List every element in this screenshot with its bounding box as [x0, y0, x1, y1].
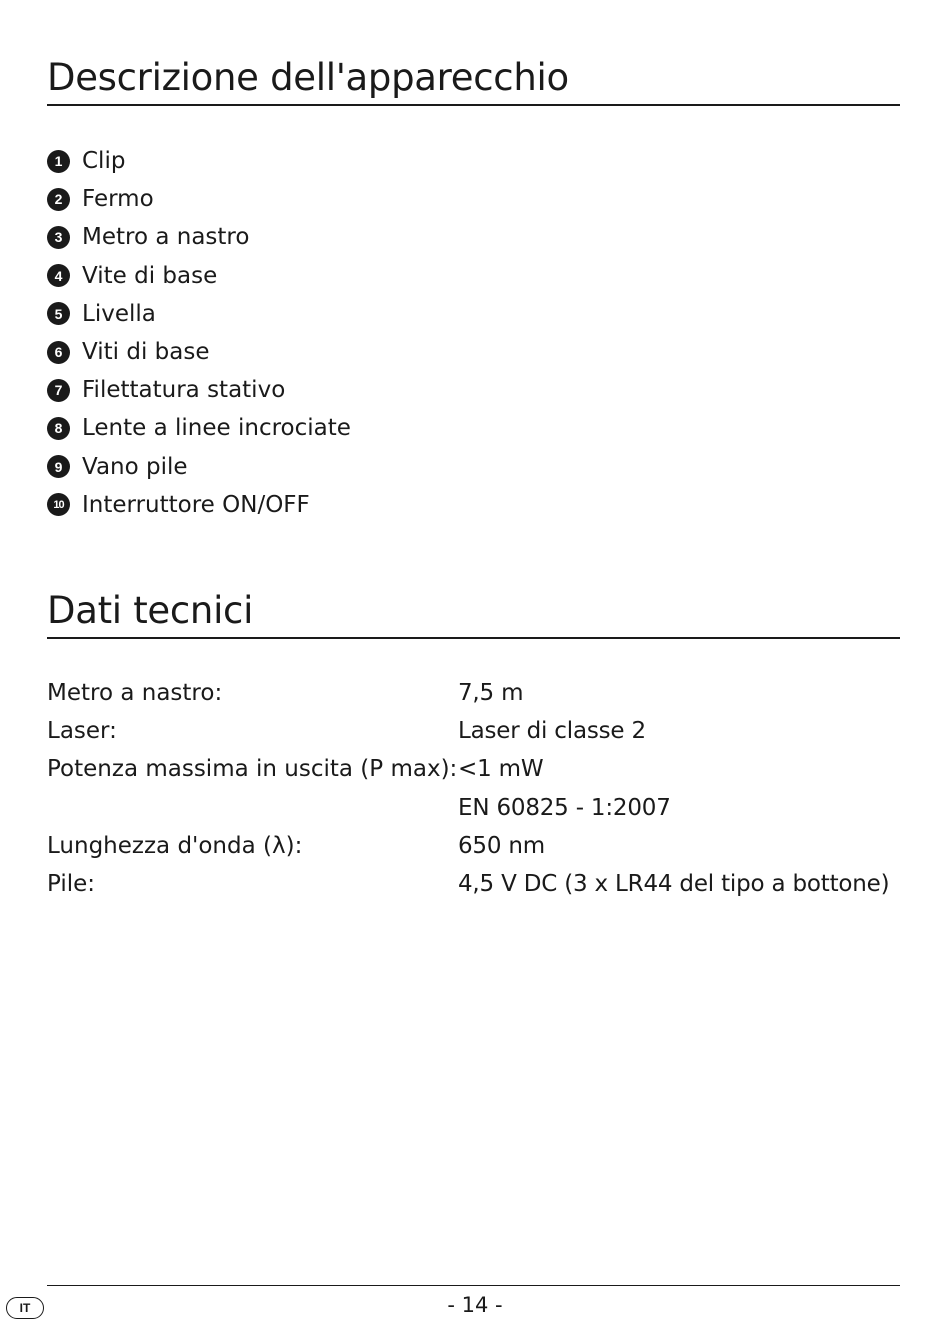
spec-row — [47, 712, 907, 750]
spec-row — [47, 789, 907, 827]
item-label: Interruttore ON/OFF — [82, 491, 310, 518]
spec-value: EN 60825 - 1:2007 — [458, 794, 671, 821]
footer-divider — [47, 1285, 900, 1286]
spec-value: 7,5 m — [458, 680, 524, 707]
item-label: Clip — [82, 148, 126, 175]
item-label: Lente a linee incrociate — [82, 415, 351, 442]
item-number-badge: 7 — [47, 379, 70, 402]
spec-label: Laser: — [47, 718, 117, 745]
item-number-badge: 9 — [47, 455, 70, 478]
list-item — [47, 218, 351, 256]
spec-row — [47, 750, 907, 788]
item-label: Filettatura stativo — [82, 377, 286, 404]
specs-table — [47, 674, 907, 903]
item-label: Vite di base — [82, 262, 218, 289]
spec-row — [47, 827, 907, 865]
spec-value: 4,5 V DC (3 x LR44 del tipo a bottone) — [458, 871, 890, 898]
list-item — [47, 409, 351, 447]
spec-label: Potenza massima in uscita (P max): — [47, 756, 458, 783]
spec-value: Laser di classe 2 — [458, 718, 646, 745]
list-item — [47, 371, 351, 409]
spec-value: <1 mW — [458, 756, 544, 783]
item-number-badge: 1 — [47, 150, 70, 173]
spec-row — [47, 865, 907, 903]
section-title-technical: Dati tecnici — [47, 589, 900, 639]
spec-value: 650 nm — [458, 832, 545, 859]
item-label: Vano pile — [82, 453, 188, 480]
list-item — [47, 333, 351, 371]
parts-list — [47, 142, 351, 524]
item-label: Viti di base — [82, 339, 210, 366]
list-item — [47, 295, 351, 333]
spec-label: Lunghezza d'onda (λ): — [47, 832, 303, 859]
item-number-badge: 2 — [47, 188, 70, 211]
item-number-badge: 10 — [47, 493, 70, 516]
list-item — [47, 486, 351, 524]
item-number-badge: 4 — [47, 264, 70, 287]
item-number-badge: 5 — [47, 302, 70, 325]
item-number-badge: 8 — [47, 417, 70, 440]
list-item — [47, 448, 351, 486]
item-number-badge: 3 — [47, 226, 70, 249]
spec-label: Metro a nastro: — [47, 680, 223, 707]
item-label: Metro a nastro — [82, 224, 250, 251]
item-label: Fermo — [82, 186, 154, 213]
list-item — [47, 180, 351, 218]
item-number-badge: 6 — [47, 341, 70, 364]
section-title-description: Descrizione dell'apparecchio — [47, 56, 900, 106]
spec-row — [47, 674, 907, 712]
list-item — [47, 142, 351, 180]
list-item — [47, 257, 351, 295]
spec-label: Pile: — [47, 871, 96, 898]
language-badge: IT — [6, 1297, 44, 1319]
page-number: - 14 - — [447, 1293, 503, 1317]
item-label: Livella — [82, 300, 156, 327]
